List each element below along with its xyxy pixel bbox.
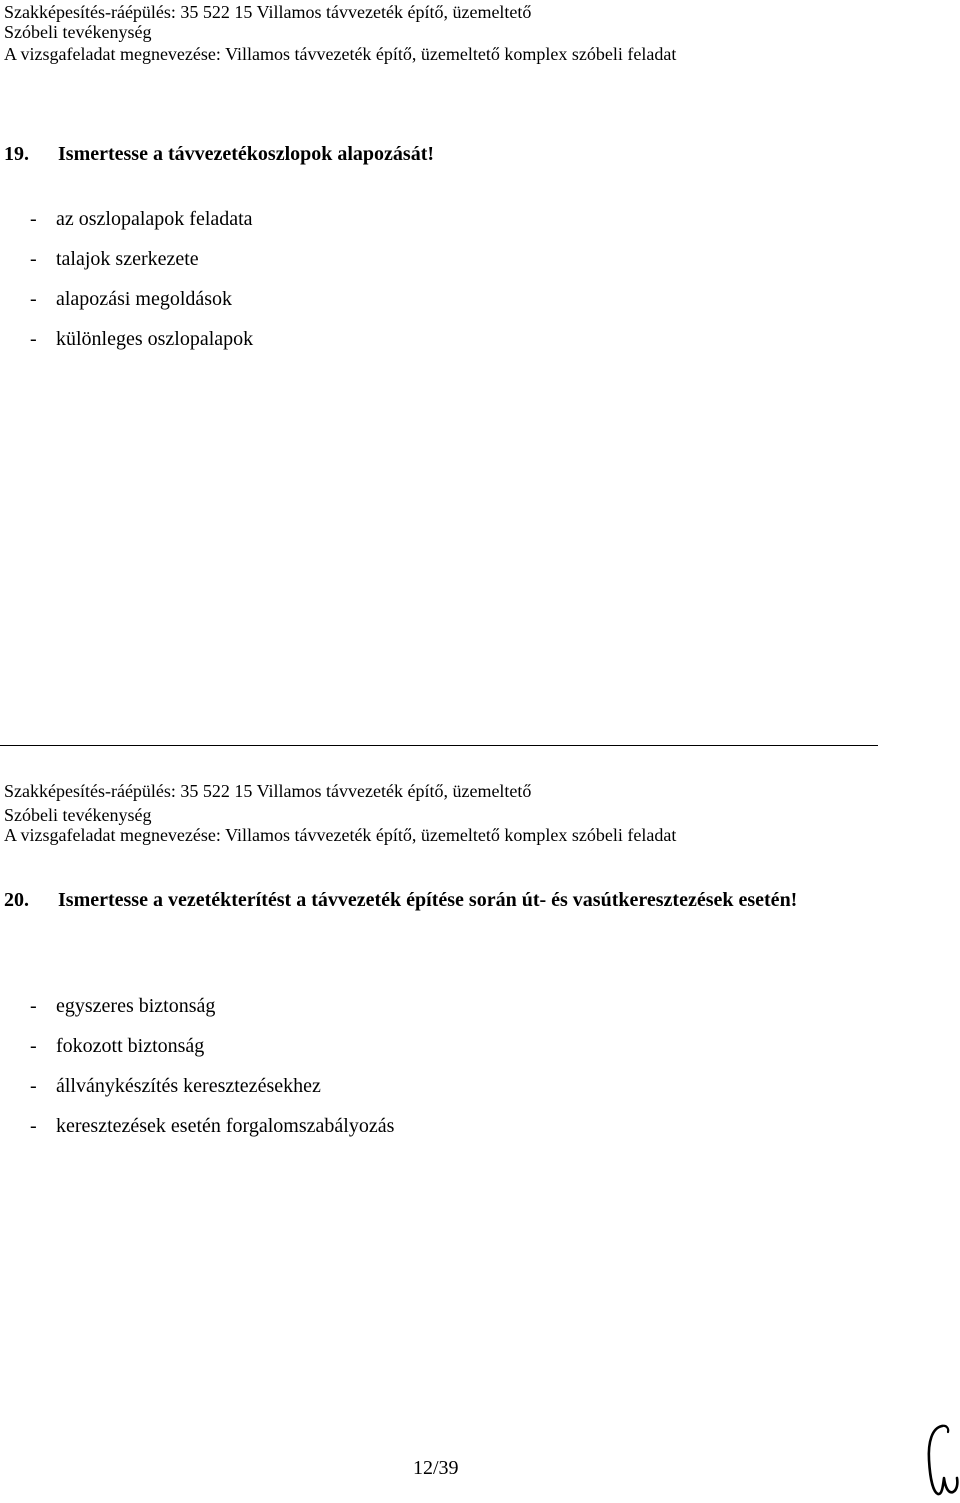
bullet-dash: - [30, 288, 37, 310]
list-item [30, 1034, 204, 1058]
list-item [30, 1114, 394, 1138]
question-19-heading [4, 142, 434, 166]
bullet-dash: - [30, 1115, 37, 1137]
list-item-text: egyszeres biztonság [56, 995, 216, 1017]
page-divider [0, 745, 878, 746]
list-item-text: állványkészítés keresztezésekhez [56, 1075, 321, 1097]
header-qualification: Szakképesítés-ráépülés: 35 522 15 Villamos távvezeték építő, üzemeltető [4, 2, 532, 22]
header-activity: Szóbeli tevékenység [4, 22, 152, 42]
header-task-name: A vizsgafeladat megnevezése: Villamos távvezeték építő, üzemeltető komplex szóbeli feladat [4, 825, 677, 845]
list-item-text: különleges oszlopalapok [56, 328, 254, 350]
header-task-name: A vizsgafeladat megnevezése: Villamos távvezeték építő, üzemeltető komplex szóbeli feladat [4, 44, 677, 64]
bullet-dash: - [30, 1035, 37, 1057]
list-item [30, 327, 253, 351]
bullet-dash: - [30, 248, 37, 270]
bullet-dash: - [30, 995, 37, 1017]
list-item-text: fokozott biztonság [56, 1035, 205, 1057]
bullet-dash: - [30, 328, 37, 350]
list-item [30, 207, 253, 231]
bullet-dash: - [30, 208, 37, 230]
signature-mark [920, 1420, 960, 1500]
list-item [30, 287, 232, 311]
list-item [30, 247, 199, 271]
header-qualification: Szakképesítés-ráépülés: 35 522 15 Villamos távvezeték építő, üzemeltető [4, 781, 532, 801]
header-activity: Szóbeli tevékenység [4, 805, 152, 825]
question-20-heading [4, 880, 876, 920]
list-item [30, 994, 215, 1018]
question-title: Ismertesse a távvezetékoszlopok alapozását! [58, 143, 435, 165]
bullet-dash: - [30, 1075, 37, 1097]
list-item-text: alapozási megoldások [56, 288, 233, 310]
list-item [30, 1074, 321, 1098]
list-item-text: az oszlopalapok feladata [56, 208, 253, 230]
list-item-text: keresztezések esetén forgalomszabályozás [56, 1115, 395, 1137]
question-number: 20. [4, 889, 29, 911]
page-number: 12/39 [413, 1457, 459, 1479]
question-title: Ismertesse a vezetékterítést a távvezeték építése során út- és vasútkeresztezések esetén! [58, 889, 798, 911]
question-number: 19. [4, 143, 29, 165]
list-item-text: talajok szerkezete [56, 248, 199, 270]
